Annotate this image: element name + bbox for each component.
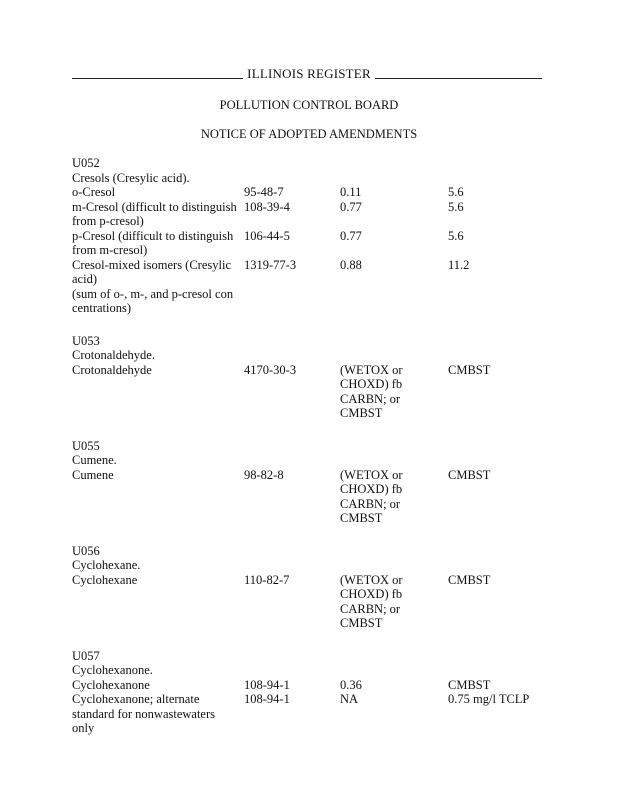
wastewater-standard-cell	[340, 185, 448, 200]
constituent-line: o-Cresol	[72, 185, 116, 199]
constituent-line: from m-cresol)	[72, 243, 148, 257]
cas-number-cell: 108-94-1	[244, 677, 290, 692]
waste-name: Crotonaldehyde.	[72, 348, 155, 362]
wastewater-standard-line: 0.77	[340, 228, 362, 243]
table-row	[72, 363, 552, 421]
nonwastewater-standard-cell: CMBST	[448, 467, 491, 482]
wastewater-standard-line: CMBST	[340, 406, 383, 420]
nonwastewater-standard-cell: 11.2	[448, 257, 470, 272]
constituent-line: Crotonaldehyde	[72, 362, 152, 377]
cas-number-cell: 1319-77-3	[244, 257, 297, 272]
table-row	[72, 468, 552, 526]
wastewater-standard-cell	[340, 573, 448, 631]
wastewater-standard-line: CMBST	[340, 511, 383, 525]
waste-code: U056	[72, 543, 100, 558]
constituent-line: only	[72, 721, 95, 735]
table-row	[72, 258, 552, 316]
constituent-line: Cyclohexanone; alternate	[72, 692, 200, 706]
nonwastewater-standard-cell: CMBST	[448, 572, 491, 587]
constituent-line: Cyclohexanone	[72, 677, 150, 692]
constituent-line: Cresol-mixed isomers (Cresylic	[72, 257, 231, 272]
register-title: ILLINOIS REGISTER	[0, 66, 618, 82]
cas-number-cell: 108-39-4	[244, 199, 290, 214]
wastewater-standard-cell	[340, 678, 448, 693]
waste-code: U052	[72, 156, 100, 170]
waste-name: Cyclohexane.	[72, 558, 141, 572]
nonwastewater-standard-cell: 5.6	[448, 185, 464, 199]
constituent-cell	[72, 363, 244, 421]
table-row	[72, 229, 552, 258]
constituent-line: Cumene	[72, 467, 114, 482]
wastewater-standard-line: (WETOX or	[340, 362, 403, 377]
wastewater-standard-line: CARBN; or	[340, 496, 401, 511]
cas-number-cell: 106-44-5	[244, 228, 290, 243]
constituent-line: standard for nonwastewaters	[72, 706, 216, 721]
table-row	[72, 573, 552, 631]
waste-entry	[72, 544, 552, 631]
constituent-line: (sum of o-, m-, and p-cresol con	[72, 286, 234, 301]
wastewater-standard-cell	[340, 200, 448, 229]
cas-number-cell: 4170-30-3	[244, 362, 297, 377]
constituent-cell	[72, 468, 244, 526]
wastewater-standard-line: CMBST	[340, 616, 383, 630]
nonwastewater-standard-cell: CMBST	[448, 677, 491, 692]
waste-name: Cyclohexanone.	[72, 663, 153, 677]
cas-number-cell: 95-48-7	[244, 185, 284, 199]
cas-number-cell: 98-82-8	[244, 467, 284, 482]
board-title: POLLUTION CONTROL BOARD	[219, 98, 399, 112]
constituent-cell	[72, 678, 244, 693]
waste-name: Cumene.	[72, 453, 117, 467]
nonwastewater-standard-cell: CMBST	[448, 362, 491, 377]
wastewater-standard-line: 0.11	[340, 185, 362, 199]
wastewater-standard-cell	[340, 229, 448, 258]
wastewater-standard-line: NA	[340, 692, 359, 706]
nonwastewater-standard-cell: 5.6	[448, 228, 464, 243]
waste-entry	[72, 649, 552, 736]
wastewater-standard-line: 0.36	[340, 677, 362, 692]
constituent-line: from p-cresol)	[72, 214, 144, 228]
waste-entry	[72, 334, 552, 421]
table-row	[72, 185, 552, 200]
table-row	[72, 200, 552, 229]
wastewater-standard-line: (WETOX or	[340, 467, 403, 482]
wastewater-standard-line: CHOXD) fb	[340, 482, 403, 496]
constituent-cell	[72, 229, 244, 258]
table-row	[72, 692, 552, 736]
cas-number-cell: 110-82-7	[244, 572, 290, 587]
constituent-cell	[72, 573, 244, 631]
constituent-line: Cyclohexane	[72, 572, 138, 587]
nonwastewater-standard-cell: 5.6	[448, 199, 464, 214]
wastewater-standard-line: 0.77	[340, 199, 362, 214]
cas-number-cell: 108-94-1	[244, 692, 290, 706]
wastewater-standard-cell	[340, 692, 448, 736]
wastewater-standard-line: CARBN; or	[340, 601, 401, 616]
waste-code-table	[72, 156, 552, 754]
nonwastewater-standard-cell: 0.75 mg/l TCLP	[448, 692, 530, 706]
wastewater-standard-cell	[340, 468, 448, 526]
constituent-line: m-Cresol (difficult to distinguish	[72, 199, 237, 214]
wastewater-standard-line: CHOXD) fb	[340, 377, 403, 391]
table-row	[72, 678, 552, 693]
wastewater-standard-line: CARBN; or	[340, 391, 401, 406]
waste-name: Cresols (Cresylic acid).	[72, 170, 190, 185]
notice-title: NOTICE OF ADOPTED AMENDMENTS	[200, 127, 418, 141]
constituent-cell	[72, 692, 244, 736]
constituent-line: centrations)	[72, 301, 132, 315]
waste-code: U053	[72, 333, 100, 348]
constituent-line: acid)	[72, 272, 97, 286]
waste-entry	[72, 156, 552, 316]
waste-code: U057	[72, 648, 100, 663]
constituent-line: p-Cresol (difficult to distinguish	[72, 228, 234, 243]
constituent-cell	[72, 258, 244, 316]
constituent-cell	[72, 185, 244, 200]
wastewater-standard-line: 0.88	[340, 257, 362, 272]
waste-entry	[72, 439, 552, 526]
wastewater-standard-cell	[340, 363, 448, 421]
wastewater-standard-line: CHOXD) fb	[340, 587, 403, 601]
wastewater-standard-line: (WETOX or	[340, 572, 403, 587]
wastewater-standard-cell	[340, 258, 448, 316]
waste-code: U055	[72, 438, 100, 453]
constituent-cell	[72, 200, 244, 229]
